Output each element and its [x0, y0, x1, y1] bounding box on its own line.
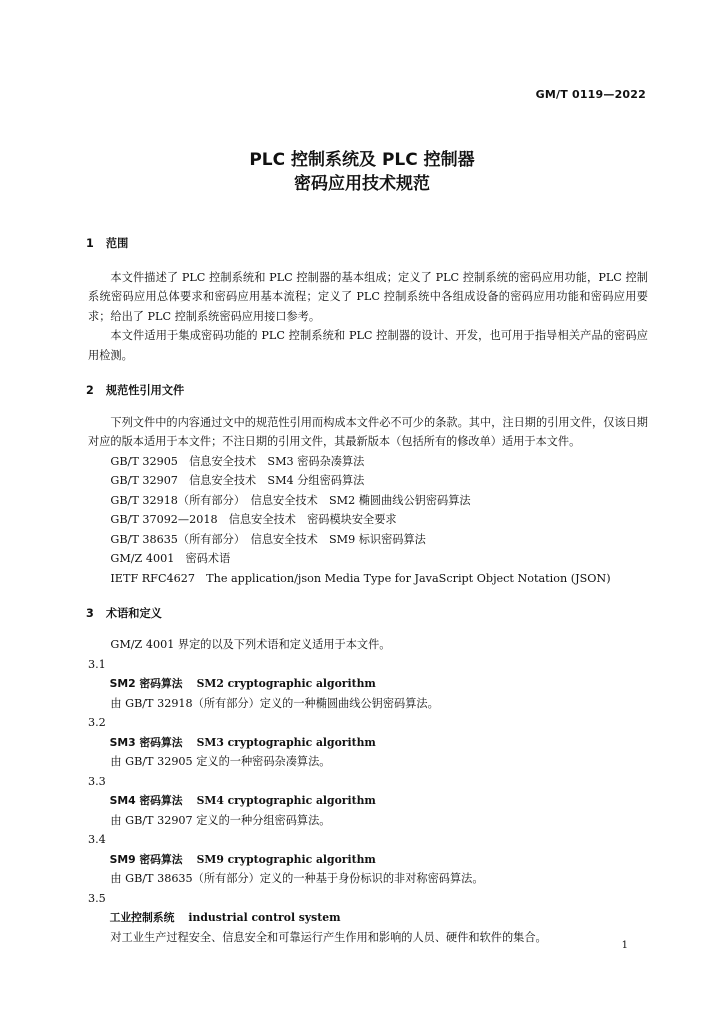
- term-zh: SM9 密码算法: [109, 852, 183, 866]
- term-en: industrial control system: [188, 911, 341, 925]
- term-heading: [88, 850, 648, 870]
- term-definition: 由 GB/T 32905 定义的一种密码杂凑算法。: [110, 755, 331, 769]
- reference-item: GB/T 32905 信息安全技术 SM3 密码杂凑算法: [110, 454, 365, 468]
- reference-item: GM/Z 4001 密码术语: [110, 552, 231, 566]
- section-heading-terms: [86, 604, 648, 623]
- term-en: SM3 cryptographic algorithm: [196, 735, 376, 749]
- term-zh: SM4 密码算法: [109, 794, 183, 808]
- section-number: 2: [86, 384, 94, 398]
- term-zh: SM3 密码算法: [109, 735, 183, 749]
- term-zh: SM2 密码算法: [109, 677, 183, 691]
- term-heading: [88, 791, 648, 811]
- scope-paragraph-1: 本文件描述了 PLC 控制系统和 PLC 控制器的基本组成；定义了 PLC 控制系统的密码应用功能，PLC 控制系统密码应用总体要求和密码应用基本流程；定义了 PLC 控制系统中各组成设备的密码应用功能和密码应用要求；给出了 PLC 控制系统密码应用接口参考。: [88, 271, 648, 323]
- term-definition: 对工业生产过程安全、信息安全和可靠运行产生作用和影响的人员、硬件和软件的集合。: [110, 930, 547, 944]
- term-zh: 工业控制系统: [109, 911, 175, 925]
- page-number: 1: [621, 940, 628, 951]
- term-number: 3.4: [88, 833, 106, 847]
- normative-refs-intro: 下列文件中的内容通过文中的规范性引用而构成本文件必不可少的条款。其中，注日期的引用文件，仅该日期对应的版本适用于本文件；不注日期的引用文件，其最新版本（包括所有的修改单）适用于本文件。: [88, 416, 648, 449]
- title-line-1: PLC 控制系统及 PLC 控制器: [249, 150, 475, 170]
- term-heading: [88, 674, 648, 694]
- scope-paragraph-2: 本文件适用于集成密码功能的 PLC 控制系统和 PLC 控制器的设计、开发，也可用于指导相关产品的密码应用检测。: [88, 329, 648, 362]
- term-number: 3.3: [88, 774, 106, 788]
- term-number: 3.5: [88, 891, 106, 905]
- term-number: 3.2: [88, 716, 106, 730]
- document-title: [0, 148, 724, 196]
- reference-item: GB/T 32907 信息安全技术 SM4 分组密码算法: [110, 474, 365, 488]
- document-body: [88, 234, 648, 947]
- term-definition: 由 GB/T 38635（所有部分）定义的一种基于身份标识的非对称密码算法。: [110, 872, 484, 886]
- reference-item: GB/T 38635（所有部分） 信息安全技术 SM9 标识密码算法: [110, 532, 426, 546]
- reference-item: IETF RFC4627 The application/json Media Type for JavaScript Object Notation (JSON): [110, 571, 611, 585]
- term-en: SM4 cryptographic algorithm: [196, 794, 376, 808]
- terms-intro: GM/Z 4001 界定的以及下列术语和定义适用于本文件。: [110, 638, 391, 652]
- reference-item: GB/T 32918（所有部分） 信息安全技术 SM2 椭圆曲线公钥密码算法: [110, 493, 471, 507]
- term-en: SM2 cryptographic algorithm: [196, 677, 376, 691]
- term-heading: [88, 908, 648, 928]
- reference-item: GB/T 37092—2018 信息安全技术 密码模块安全要求: [110, 513, 397, 527]
- section-title: 规范性引用文件: [105, 384, 185, 398]
- term-definition: 由 GB/T 32907 定义的一种分组密码算法。: [110, 813, 331, 827]
- section-heading-normative-references: [86, 381, 648, 400]
- term-heading: [88, 733, 648, 753]
- term-number: 3.1: [88, 657, 106, 671]
- term-en: SM9 cryptographic algorithm: [196, 852, 376, 866]
- section-heading-scope: [86, 234, 648, 253]
- section-number: 1: [86, 237, 94, 250]
- title-line-2: 密码应用技术规范: [294, 174, 430, 194]
- section-title: 范围: [105, 237, 129, 250]
- section-number: 3: [86, 607, 94, 621]
- section-title: 术语和定义: [105, 607, 162, 621]
- standard-number: GM/T 0119—2022: [535, 88, 646, 101]
- term-definition: 由 GB/T 32918（所有部分）定义的一种椭圆曲线公钥密码算法。: [110, 696, 439, 710]
